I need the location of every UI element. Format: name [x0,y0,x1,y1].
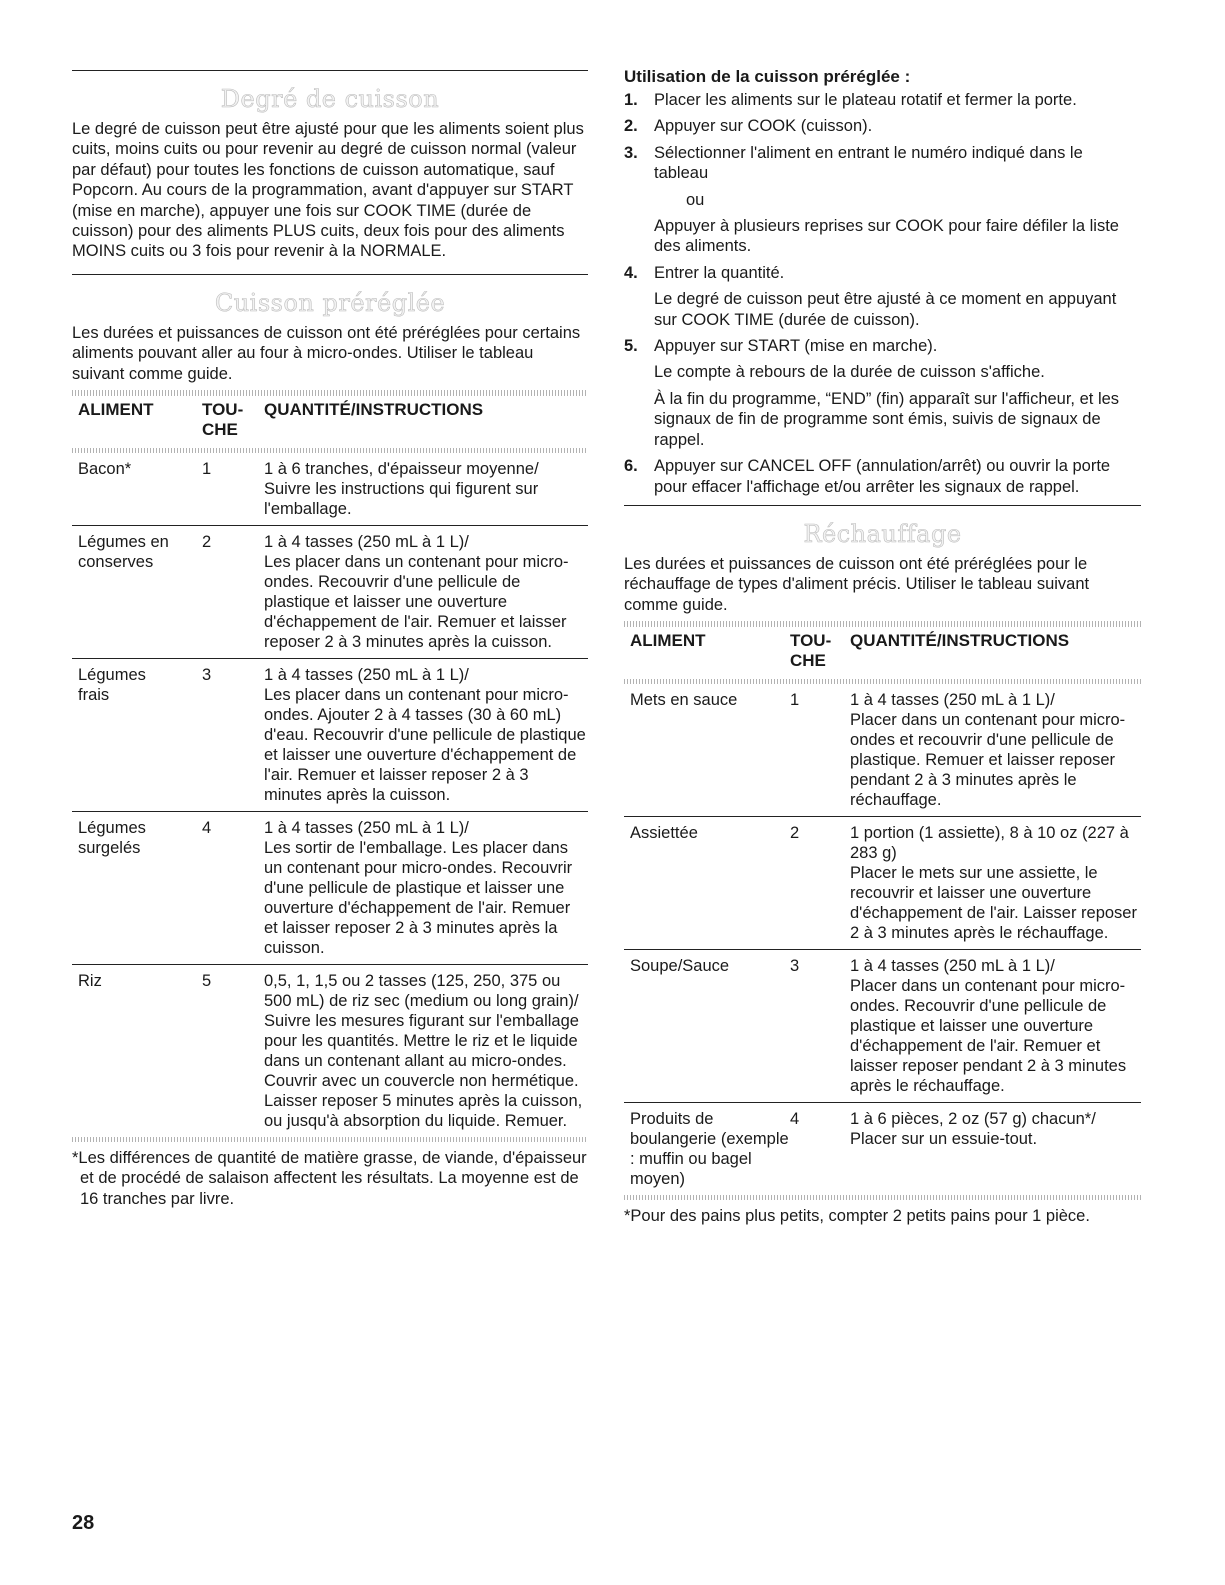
step-or: ou [686,190,705,209]
degre-title: Degré de cuisson [220,85,440,113]
table-top-border [72,390,588,396]
degre-text: Le degré de cuisson peut être ajusté pour que les aliments soient plus cuits, moins cuits ou pour revenir au degré de cuisson normal (valeur par défaut) pour toutes les fonctions de cuisson automatique, sauf Popcorn. Au cours de la programmation, avant d'appuyer sur START (mise en marche), appuyer une fois sur COOK TIME (durée de cuisson) pour des aliments PLUS cuits, deux fois pour des aliments MOINS cuits ou 3 fois pour revenir à la NORMALE. [72,120,584,261]
table-header [72,396,588,448]
cuisson-table [72,390,588,1142]
cell-aliment: Assiettée [630,824,698,843]
list-item [624,263,1141,330]
header-instructions: QUANTITÉ/INSTRUCTIONS [264,400,484,420]
step-number: 5. [624,337,638,356]
cell-instructions: 0,5, 1, 1,5 ou 2 tasses (125, 250, 375 ou 500 mL) de riz sec (medium ou long grain)/ Suivre les mesures figurant sur l'emballage pour les quantités. Mettre le riz et le liquide dans un contenant allant au micro-ondes. Couvrir avec un couvercle non hermétique. Laisser reposer 5 minutes après la cuisson, ou jusqu'à absorption du liquide. Remuer. [264,972,583,1131]
list-item [624,456,1141,497]
cell-touche: 3 [790,957,800,976]
step-number: 1. [624,91,638,109]
step-extra: Le compte à rebours de la durée de cuisson s'affiche. [654,363,1045,382]
cell-instructions: 1 à 4 tasses (250 mL à 1 L)/ Placer dans un contenant pour micro-ondes. Recouvrir d'une pellicule de plastique et laisser une ouverture d'échappement de l'air. Remuer et laisser reposer pendant 2 à 3 minutes après le réchauffage. [850,957,1127,1096]
cell-aliment: Légumes en conserves [78,533,169,572]
table-top-border [624,621,1141,627]
step-extra: À la fin du programme, “END” (fin) apparaît sur l'afficheur, et les signaux de fin de programme sont émis, suivis de signaux de rappel. [654,389,1120,449]
table-row [72,965,588,1137]
list-item [624,336,1141,450]
table-row [624,684,1141,817]
right-column [624,66,1141,1227]
table-row [624,1103,1141,1195]
cell-aliment: Bacon* [78,460,132,479]
table-header [624,627,1141,679]
table-row [624,817,1141,950]
header-instructions: QUANTITÉ/INSTRUCTIONS [850,631,1070,651]
cell-instructions: 1 à 6 tranches, d'épaisseur moyenne/ Suivre les instructions qui figurent sur l'emballage. [264,460,539,519]
cell-instructions: 1 à 6 pièces, 2 oz (57 g) chacun*/ Placer sur un essuie-tout. [850,1110,1096,1149]
cell-instructions: 1 à 4 tasses (250 mL à 1 L)/ Les placer dans un contenant pour micro-ondes. Ajouter 2 à 4 tasses (30 à 60 mL) d'eau. Recouvrir d'une pellicule de plastique et laisser une ouverture d'échappement de l'air. Remuer et laisser reposer 2 à 3 minutes après la cuisson. [264,666,586,805]
cell-touche: 5 [202,972,212,991]
header-aliment: ALIMENT [630,631,706,651]
cell-instructions: 1 portion (1 assiette), 8 à 10 oz (227 à 283 g) Placer le mets sur une assiette, le recouvrir et laisser une ouverture d'échappement de l'air. Laisser reposer 2 à 3 minutes après le réchauffage. [850,824,1137,943]
list-item [624,90,1141,110]
table-bottom-border [72,1137,588,1142]
cell-aliment: Riz [78,972,102,991]
cell-instructions: 1 à 4 tasses (250 mL à 1 L)/ Les sortir de l'emballage. Les placer dans un contenant pour micro-ondes. Recouvrir d'une pellicule de plastique et laisser une ouverture d'échappement de l'air. Remuer et laisser reposer 2 à 3 minutes après la cuisson. [264,819,573,958]
cell-instructions: 1 à 4 tasses (250 mL à 1 L)/ Les placer dans un contenant pour micro-ondes. Recouvrir d'une pellicule de plastique et laisser une ouverture d'échappement de l'air. Remuer et laisser reposer 2 à 3 minutes après la cuisson. [264,533,569,652]
section-divider [624,505,1141,506]
step-text: Placer les aliments sur le plateau rotatif et fermer la porte. [654,91,1077,109]
cell-aliment: Légumes surgelés [78,819,146,858]
cell-touche: 4 [790,1110,800,1129]
step-number: 3. [624,143,638,162]
utilisation-steps [624,90,1141,497]
cell-touche: 1 [202,460,212,479]
table-row [72,453,588,526]
rechauffage-table [624,621,1141,1200]
table-row [624,950,1141,1103]
section-divider [72,274,588,275]
table-header-separator [72,448,588,453]
table-bottom-border [624,1195,1141,1200]
list-item [624,143,1141,257]
rechauffage-title: Réchauffage [803,519,962,548]
cell-aliment: Mets en sauce [630,691,738,710]
step-text: Appuyer sur CANCEL OFF (annulation/arrêt) ou ouvrir la porte pour effacer l'affichage et/ou arrêter les signaux de rappel. [654,457,1111,496]
step-extra: Appuyer à plusieurs reprises sur COOK pour faire défiler la liste des aliments. [654,217,1119,256]
table-row [72,812,588,965]
step-text: Appuyer sur COOK (cuisson). [654,117,873,136]
cell-touche: 4 [202,819,212,838]
cell-aliment: Légumes frais [78,666,146,705]
rechauffage-text: Les durées et puissances de cuisson ont été préréglées pour le réchauffage de types d'aliment précis. Utiliser le tableau suivant comme guide. [624,554,1090,614]
step-number: 6. [624,457,638,476]
table-row [72,659,588,812]
cuisson-text: Les durées et puissances de cuisson ont été préréglées pour certains aliments pouvant aller au four à micro-ondes. Utiliser le tableau suivant comme guide. [72,323,581,383]
step-text: Entrer la quantité. [654,263,785,282]
table-header-separator [624,679,1141,684]
cell-touche: 3 [202,666,212,685]
cell-aliment: Produits de boulangerie (exemple : muffin ou bagel moyen) [630,1110,789,1189]
step-text: Appuyer sur START (mise en marche). [654,337,938,356]
section-divider [72,70,588,71]
header-aliment: ALIMENT [78,400,154,420]
step-text: Sélectionner l'aliment en entrant le numéro indiqué dans le tableau [654,143,1083,183]
cell-touche: 2 [202,533,212,552]
list-item [624,116,1141,136]
rechauffage-footnote: *Pour des pains plus petits, compter 2 petits pains pour 1 pièce. [624,1207,1090,1226]
cuisson-footnote: *Les différences de quantité de matière grasse, de viande, d'épaisseur et de procédé de salaison affectent les résultats. La moyenne est de 16 tranches par livre. [72,1149,587,1208]
cell-aliment: Soupe/Sauce [630,957,730,976]
step-number: 2. [624,117,638,136]
cell-instructions: 1 à 4 tasses (250 mL à 1 L)/ Placer dans un contenant pour micro-ondes et recouvrir d'une pellicule de plastique. Remuer et laisser reposer pendant 2 à 3 minutes après le réchauffage. [850,691,1126,810]
step-number: 4. [624,263,638,282]
left-column [72,70,588,1209]
utilisation-title: Utilisation de la cuisson préréglée : [624,67,911,86]
header-touche: TOU- CHE [202,400,244,440]
cell-touche: 2 [790,824,800,843]
cell-touche: 1 [790,691,800,710]
step-extra: Le degré de cuisson peut être ajusté à ce moment en appuyant sur COOK TIME (durée de cuisson). [654,290,1117,329]
table-row [72,526,588,659]
cuisson-title: Cuisson préréglée [214,288,446,317]
header-touche: TOU- CHE [790,631,832,671]
page-number: 28 [72,1512,95,1534]
